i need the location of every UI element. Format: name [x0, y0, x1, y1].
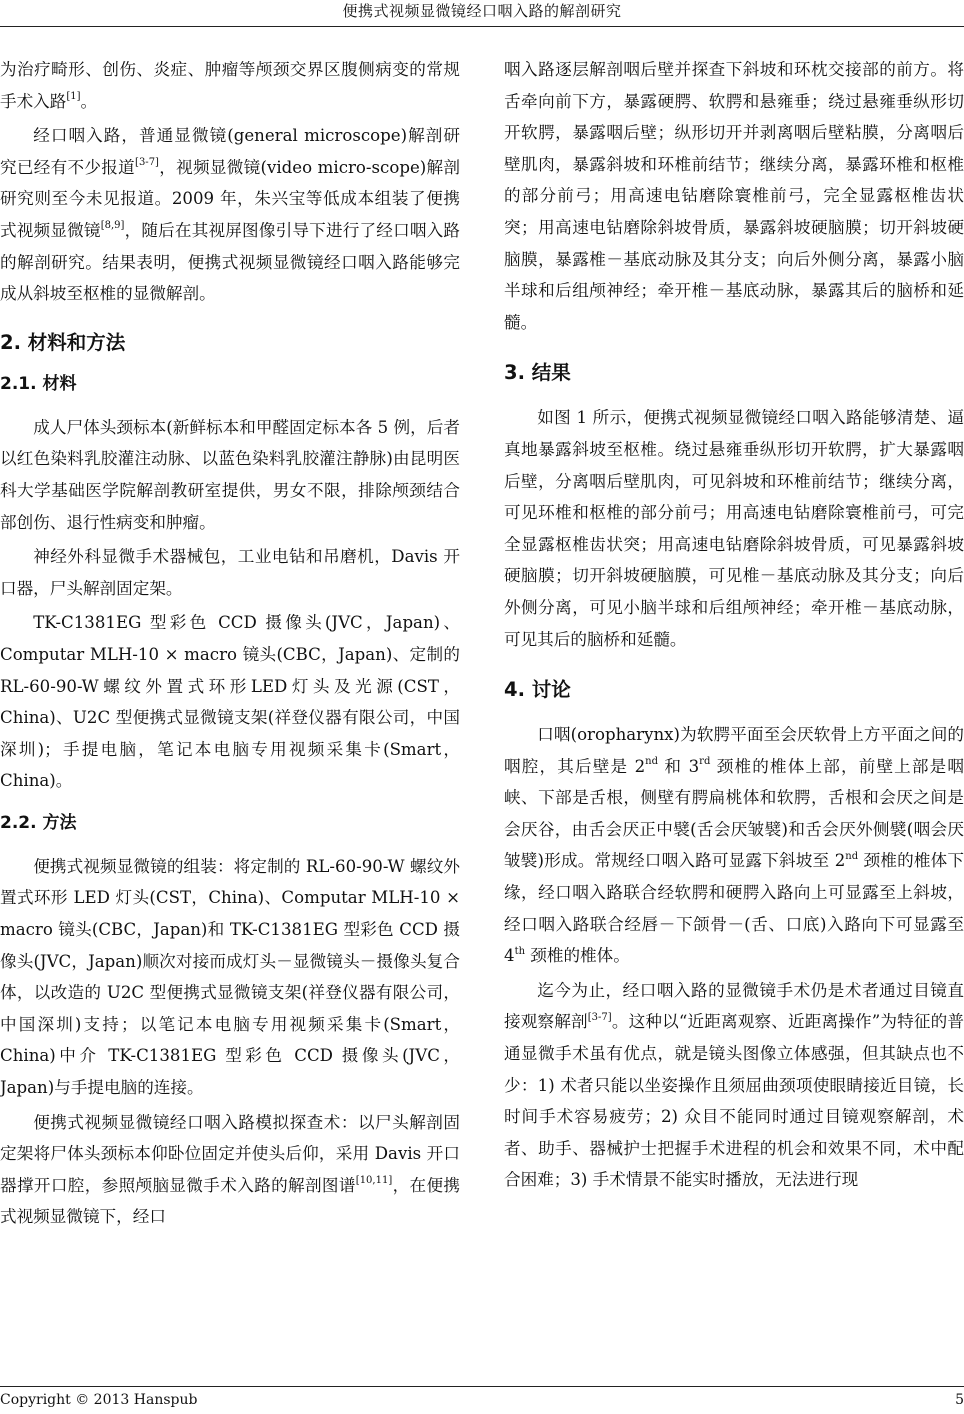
paragraph: 如图 1 所示，便携式视频显微镜经口咽入路能够清楚、逼真地暴露斜坡至枢椎。绕过悬雍垂纵形切开软腭，扩大暴露咽后壁，分离咽后壁肌肉，可见斜坡和环椎前结节；继续分离，可见环椎和枢椎的部分前弓；用高速电钻磨除寰椎前弓，可完全显露枢椎齿状突；用高速电钻磨除斜坡骨质，可见暴露斜坡硬脑膜；切开斜坡硬脑膜，可见椎－基底动脉及其分支；向后外侧分离，可见小脑半球和后组颅神经；牵开椎－基底动脉，可见其后的脑桥和延髓。: [504, 408, 964, 649]
text-run: ，在便携式视频显微镜下，经口: [0, 1175, 461, 1227]
paragraph: [0, 54, 460, 117]
paragraph: TK-C1381EG 型彩色 CCD 摄像头(JVC，Japan)、Computar MLH-10 × macro 镜头(CBC，Japan)、定制的RL-60-90-W螺纹外置式环形LED灯头及光源(CST，China)、U2C 型便携式显微镜支架(祥登仪器有限公司，中国深圳)；手提电脑，笔记本电脑专用视频采集卡(Smart，China)。: [0, 613, 460, 791]
text-run: 迄今为止，经口咽入路的显微镜手术仍是术者通过目镜直接观察解剖: [504, 980, 964, 1032]
paragraph: [0, 120, 460, 310]
superscript: nd: [845, 850, 859, 862]
paragraph: 便携式视频显微镜的组装：将定制的 RL-60-90-W 螺纹外置式环形 LED 灯头(CST，China)、Computar MLH-10 × macro 镜头(CBC，Japan)和 TK-C1381EG 型彩色 CCD 摄像头(JVC，Japan)顺次对接而成灯头－显微镜头－摄像头复合体，以改造的 U2C 型便携式显微镜支架(祥登仪器有限公司，中国深圳)支持；以笔记本电脑专用视频采集卡(Smart，China)中介 TK-C1381EG 型彩色 CCD 摄像头(JVC，Japan)与手提电脑的连接。: [0, 856, 460, 1098]
text-run: 和 3: [658, 756, 700, 776]
paragraph: 成人尸体头颈标本(新鲜标本和甲醛固定标本各 5 例，后者以红色染料乳胶灌注动脉、以蓝色染料乳胶灌注静脉)由昆明医科大学基础医学院解剖教研室提供，男女不限，排除颅颈结合部创伤、退行性病变和肿瘤。: [0, 417, 460, 532]
paragraph: [504, 975, 964, 1196]
subsection-heading: 2.2. 方法: [0, 812, 77, 833]
paragraph: 咽入路逐层解剖咽后壁并探查下斜坡和环枕交接部的前方。将舌牵向前下方，暴露硬腭、软腭和悬雍垂；绕过悬雍垂纵形切开软腭，暴露咽后壁；纵形切开并剥离咽后壁粘膜，分离咽后壁肌肉，暴露斜坡和环椎前结节；继续分离，暴露环椎和枢椎的部分前弓；用高速电钻磨除寰椎前弓，完全显露枢椎齿状突；用高速电钻磨除斜坡骨质，暴露斜坡硬脑膜；切开斜坡硬脑膜，暴露椎－基底动脉及其分支；向后外侧分离，暴露小脑半球和后组颅神经；牵开椎－基底动脉，暴露其后的脑桥和延髓。: [504, 60, 964, 332]
paragraph: [504, 719, 964, 972]
text-run: 颈椎的椎体。: [525, 946, 630, 966]
section-heading: 4. 讨论: [504, 678, 571, 702]
citation: [3-7]: [587, 1011, 612, 1023]
citation: [8,9]: [100, 220, 125, 232]
superscript: rd: [699, 756, 711, 768]
text-run: 经口咽入路，普通显微镜(general microscope)解剖研究已经有不少报道: [0, 126, 460, 177]
subsection-heading: 2.1. 材料: [0, 373, 77, 394]
section-heading: 2. 材料和方法: [0, 330, 126, 354]
text-run: ，随后在其视屏图像引导下进行了经口咽入路的解剖研究。结果表明，便携式视频显微镜经口咽入路能够完成从斜坡至枢椎的显微解剖。: [0, 220, 461, 304]
paragraph: [0, 1107, 460, 1233]
text-run: 口咽(oropharynx)为软腭平面至会厌软骨上方平面之间的咽腔，其后壁是 2: [504, 725, 964, 776]
citation: [1]: [66, 91, 81, 103]
section-heading: 3. 结果: [504, 361, 571, 385]
text-run: 。: [80, 91, 98, 111]
superscript: th: [514, 945, 526, 957]
running-title: 便携式视频显微镜经口咽入路的解剖研究: [342, 2, 622, 20]
text-run: 颈椎的椎体上部，前壁上部是咽峡、下部是舌根，侧壁有腭扁桃体和软腭，舌根和会厌之间是会厌谷，由舌会厌正中襞(舌会厌皱襞)和舌会厌外侧襞(咽会厌皱襞)形成。常规经口咽入路可显露下斜坡至 2: [504, 756, 964, 871]
page-number: 5: [955, 1392, 964, 1408]
text-run: 为治疗畸形、创伤、炎症、肿瘤等颅颈交界区腹侧病变的常规手术入路: [0, 60, 460, 111]
citation: [3-7]: [135, 157, 159, 169]
right-column: [504, 54, 964, 1196]
header-rule: [0, 26, 964, 27]
footer-rule: [0, 1386, 964, 1387]
citation: [10,11]: [355, 1175, 393, 1187]
left-column: [0, 54, 460, 1233]
superscript: nd: [645, 756, 659, 768]
paragraph: 神经外科显微手术器械包，工业电钻和吊磨机，Davis 开口器，尸头解剖固定架。: [0, 547, 460, 598]
text-run: 颈椎的椎体下缘，经口咽入路联合经软腭和硬腭入路向上可显露至上斜坡，经口咽入路联合经唇－下颌骨－(舌、口底)入路向下可显露至 4: [504, 851, 964, 966]
text-run: 便携式视频显微镜经口咽入路模拟探查术：以尸头解剖固定架将尸体头颈标本仰卧位固定并使头后仰，采用 Davis 开口器撑开口腔，参照颅脑显微手术入路的解剖图谱: [0, 1112, 460, 1195]
text-run: ，视频显微镜(video micro-scope)解剖研究则至今未见报道。2009 年，朱兴宝等低成本组装了便携式视频显微镜: [0, 157, 461, 240]
copyright: Copyright © 2013 Hanspub: [0, 1392, 198, 1408]
text-run: 。这种以“近距离观察、近距离操作”为特征的普通显微手术虽有优点，就是镜头图像立体感强，但其缺点也不少：1) 术者只能以坐姿操作且须屈曲颈项使眼睛接近目镜，长时间手术容易疲劳；2) 众目不能同时通过目镜观察解剖，术者、助手、器械护士把握手术进程的机会和效果不同，术中配合困难；3) 手术情景不能实时播放，无法进行现: [504, 1012, 964, 1190]
